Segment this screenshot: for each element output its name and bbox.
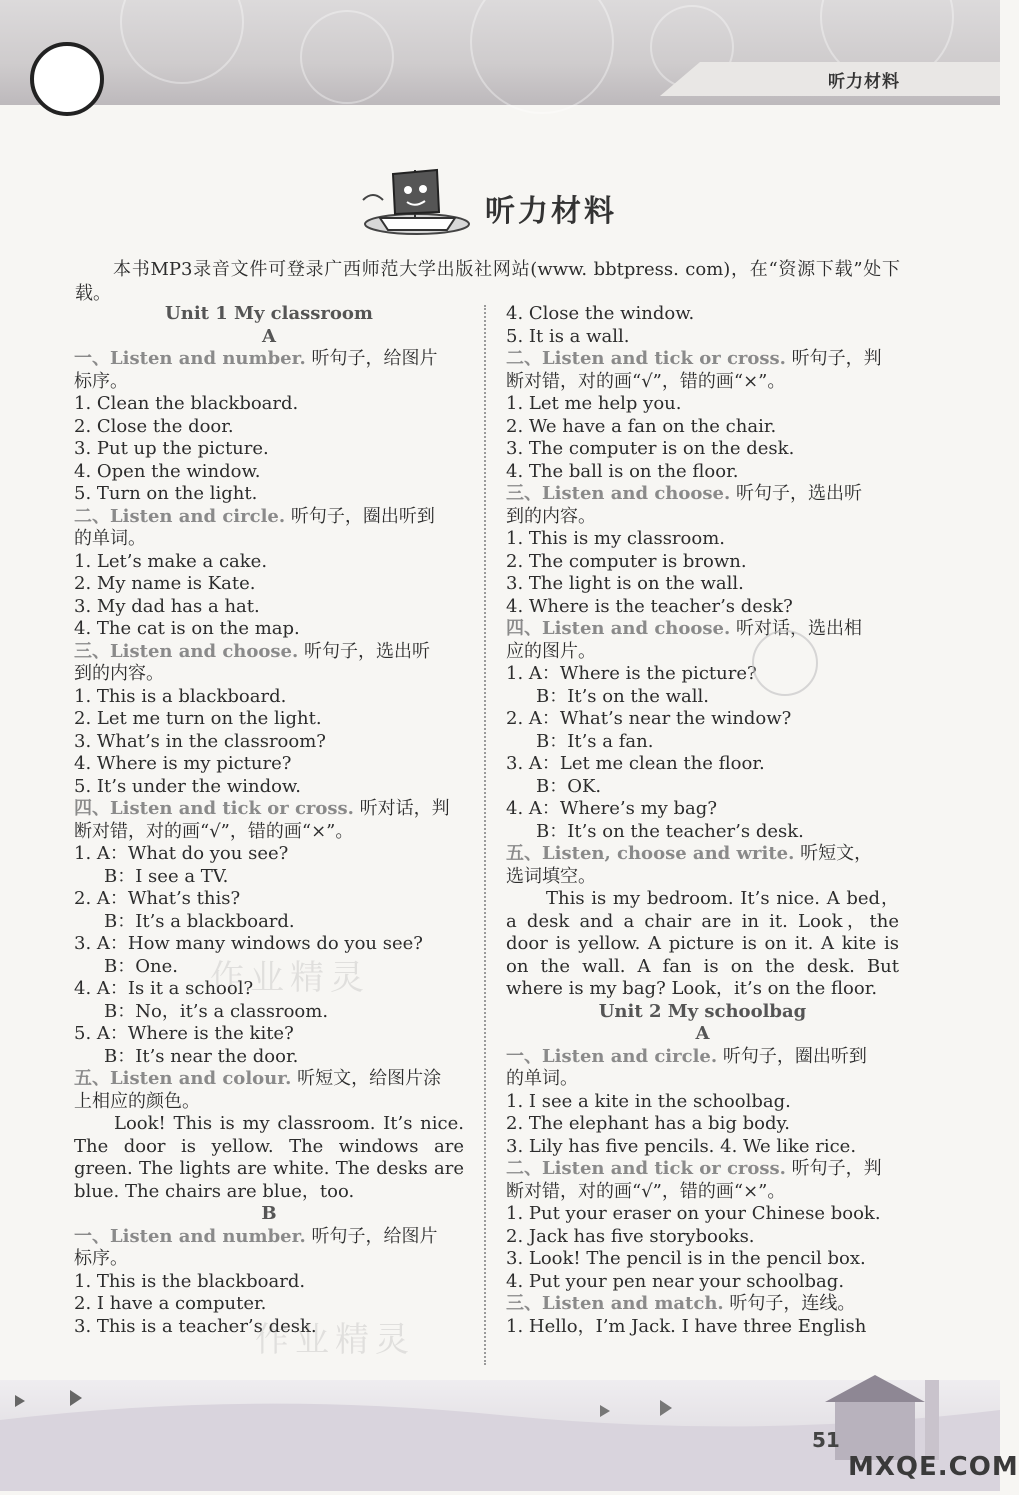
list-item: 1. This is a blackboard. (74, 685, 287, 707)
list-item: 4. Open the window. (74, 460, 261, 482)
list-item: 2. Let me turn on the light. (74, 708, 322, 729)
instruction-label: 一、Listen and number. (74, 1225, 306, 1247)
instruction-continuation: 断对错，对的画“√”，错的画“×”。 (74, 820, 354, 842)
instruction-continuation: 标序。 (74, 1248, 128, 1269)
instruction-label: 一、Listen and number. (74, 348, 306, 369)
dialogue-reply: B：No，it’s a classroom. (104, 1000, 329, 1022)
dialogue-reply: B：It’s near the door. (104, 1045, 299, 1067)
instruction-continuation: 断对错，对的画“√”，错的画“×”。 (506, 370, 786, 392)
dialogue-reply: B：It’s a fan. (536, 730, 654, 752)
section-instruction (506, 1158, 899, 1181)
instruction-text: 听句子，给图片 (305, 1225, 438, 1247)
title-block (355, 160, 675, 240)
list-item: 2. The elephant has a big body. (506, 1113, 790, 1134)
instruction-label: 三、Listen and choose. (506, 483, 731, 504)
section-instruction (506, 483, 899, 506)
header-section-label: 听力材料 (828, 72, 900, 92)
list-item: 3. What’s in the classroom? (74, 730, 326, 752)
instruction-continuation: 到的内容。 (74, 663, 164, 684)
list-item: 1. This is the blackboard. (74, 1270, 306, 1292)
dialogue-reply: B：One. (104, 955, 178, 977)
instruction-continuation: 标序。 (74, 370, 128, 392)
stamp-seal (752, 630, 818, 696)
page-title: 听力材料 (485, 194, 617, 229)
page-number: 51 (812, 1428, 840, 1452)
instruction-text: 听短文，给图片涂 (291, 1068, 442, 1089)
dialogue-reply: B：It’s on the teacher’s desk. (536, 820, 804, 842)
list-item: 1. A：Where is the picture? (506, 663, 757, 684)
list-item: 3. The computer is on the desk. (506, 438, 795, 459)
list-item: 2. My name is Kate. (74, 573, 256, 594)
dialogue-reply: B：OK. (536, 775, 602, 797)
list-item: 2. I have a computer. (74, 1293, 267, 1314)
list-item: 3. Lily has five pencils. 4. We like rice. (506, 1135, 857, 1157)
list-item: 2. Jack has five storybooks. (506, 1225, 755, 1247)
instruction-label: 二、Listen and tick or cross. (506, 348, 786, 369)
section-instruction (74, 1226, 464, 1249)
list-item: 3. Look! The pencil is in the pencil box. (506, 1248, 866, 1269)
list-item: 2. A：What’s this? (74, 888, 241, 909)
list-item: 1. Let’s make a cake. (74, 550, 268, 572)
part-heading: A (695, 1023, 710, 1044)
instruction-continuation: 到的内容。 (506, 505, 596, 527)
instruction-continuation: 选词填空。 (506, 865, 596, 887)
instruction-text: 听句子，给图片 (305, 348, 438, 369)
list-item: 2. The computer is brown. (506, 550, 747, 572)
instruction-continuation: 应的图片。 (506, 640, 596, 662)
list-item: 3. My dad has a hat. (74, 595, 260, 617)
intro-paragraph: 本书MP3录音文件可登录广西师范大学出版社网站(www. bbtpress. com)，在“资源下载”处下载。 (75, 259, 900, 304)
section-instruction (506, 348, 899, 371)
list-item: 3. This is a teacher’s desk. (74, 1315, 317, 1337)
watermark: 作业精灵 (255, 1320, 415, 1360)
instruction-label: 三、Listen and match. (506, 1293, 724, 1314)
section-instruction (74, 798, 464, 821)
section-instruction (506, 1046, 899, 1069)
decor-ring (300, 10, 394, 104)
instruction-text: 听对话，选出相 (730, 618, 862, 639)
list-item: 5. It’s under the window. (74, 775, 301, 797)
list-item: 2. We have a fan on the chair. (506, 415, 777, 437)
section-instruction (506, 843, 899, 866)
list-item: 2. A：What’s near the window? (506, 708, 792, 729)
instruction-text: 听句子，判 (785, 348, 882, 369)
instruction-label: 五、Listen, choose and write. (506, 843, 795, 864)
list-item: 1. I see a kite in the schoolbag. (506, 1090, 791, 1112)
passage-paragraph: This is my bedroom. It’s nice. A bed，a desk and a chair are in it. Look，the door is yellow. A picture is on it. A kite is on the wall. A fan is on the desk. But where is my bag? Look，it’s on the floor. (506, 888, 899, 999)
section-instruction (506, 1293, 899, 1316)
list-item: 3. Put up the picture. (74, 438, 269, 459)
list-item: 4. Where is my picture? (74, 753, 292, 774)
column-divider (484, 305, 486, 1365)
dialogue-reply: B：It’s a blackboard. (104, 910, 295, 932)
instruction-continuation: 的单词。 (506, 1068, 578, 1089)
list-item: 5. Turn on the light. (74, 483, 258, 504)
list-item: 4. Put your pen near your schoolbag. (506, 1270, 845, 1292)
section-instruction (74, 641, 464, 664)
decor-ring (470, 0, 614, 114)
instruction-text: 听句子，圈出听到 (717, 1045, 867, 1067)
instruction-text: 听句子，圈出听到 (285, 505, 435, 527)
list-item: 4. The ball is on the floor. (506, 460, 739, 482)
list-item: 1. Clean the blackboard. (74, 393, 299, 414)
list-item: 2. Close the door. (74, 415, 234, 437)
unit-heading: Unit 2 My schoolbag (598, 1000, 807, 1022)
list-item: 1. A：What do you see? (74, 843, 289, 864)
list-item: 1. This is my classroom. (506, 528, 725, 549)
list-item: 5. It is a wall. (506, 325, 630, 347)
section-instruction (506, 618, 899, 641)
instruction-label: 五、Listen and colour. (74, 1068, 292, 1089)
instruction-label: 一、Listen and circle. (506, 1045, 718, 1067)
section-instruction (74, 506, 464, 529)
list-item: 3. A：Let me clean the floor. (506, 753, 765, 774)
list-item: 4. The cat is on the map. (74, 618, 300, 639)
dialogue-reply: B：It’s on the wall. (536, 685, 709, 707)
passage-paragraph: Look! This is my classroom. It’s nice. The door is yellow. The windows are green. The lights are white. The desks are blue. The chairs are blue，too. (74, 1113, 464, 1202)
instruction-text: 听短文， (794, 843, 873, 864)
list-item: 3. A：How many windows do you see? (74, 933, 423, 954)
dialogue-reply: B：I see a TV. (104, 865, 229, 887)
left-column (74, 303, 464, 1338)
list-item: 1. Let me help you. (506, 393, 682, 414)
instruction-continuation: 断对错，对的画“√”，错的画“×”。 (506, 1180, 786, 1202)
instruction-text: 听句子，选出听 (730, 483, 862, 504)
list-item: 5. A：Where is the kite? (74, 1023, 294, 1044)
unit-heading: Unit 1 My classroom (165, 303, 373, 324)
list-item: 4. Where is the teacher’s desk? (506, 595, 793, 617)
list-item: 3. The light is on the wall. (506, 573, 744, 594)
instruction-label: 二、Listen and tick or cross. (506, 1158, 786, 1179)
part-heading: B (261, 1203, 277, 1224)
right-column (506, 303, 899, 1338)
list-item: 4. A：Where’s my bag? (506, 798, 717, 819)
watermark: 作业精灵 (210, 958, 370, 998)
instruction-text: 听对话，判 (353, 798, 450, 819)
instruction-label: 二、Listen and circle. (74, 505, 286, 527)
instruction-text: 听句子，选出听 (298, 640, 430, 662)
site-watermark: MXQE.COM (848, 1452, 1019, 1482)
instruction-continuation: 的单词。 (74, 528, 146, 549)
list-item: 1. Hello，I’m Jack. I have three English (506, 1315, 867, 1337)
logo-ring-icon (30, 42, 104, 116)
list-item: 4. Close the window. (506, 303, 695, 324)
list-item: 1. Put your eraser on your Chinese book. (506, 1203, 881, 1224)
instruction-label: 四、Listen and tick or cross. (74, 798, 354, 819)
section-instruction (74, 348, 464, 371)
part-heading: A (262, 325, 276, 347)
instruction-text: 听句子，连线。 (723, 1293, 856, 1314)
section-instruction (74, 1068, 464, 1091)
instruction-label: 三、Listen and choose. (74, 640, 299, 662)
decor-ring (120, 0, 244, 84)
instruction-label: 四、Listen and choose. (506, 618, 731, 639)
instruction-text: 听句子，判 (785, 1158, 882, 1179)
sailing-ship-icon (355, 160, 475, 240)
list-item: 4. A：Is it a school? (74, 978, 254, 999)
instruction-continuation: 上相应的颜色。 (74, 1090, 200, 1112)
